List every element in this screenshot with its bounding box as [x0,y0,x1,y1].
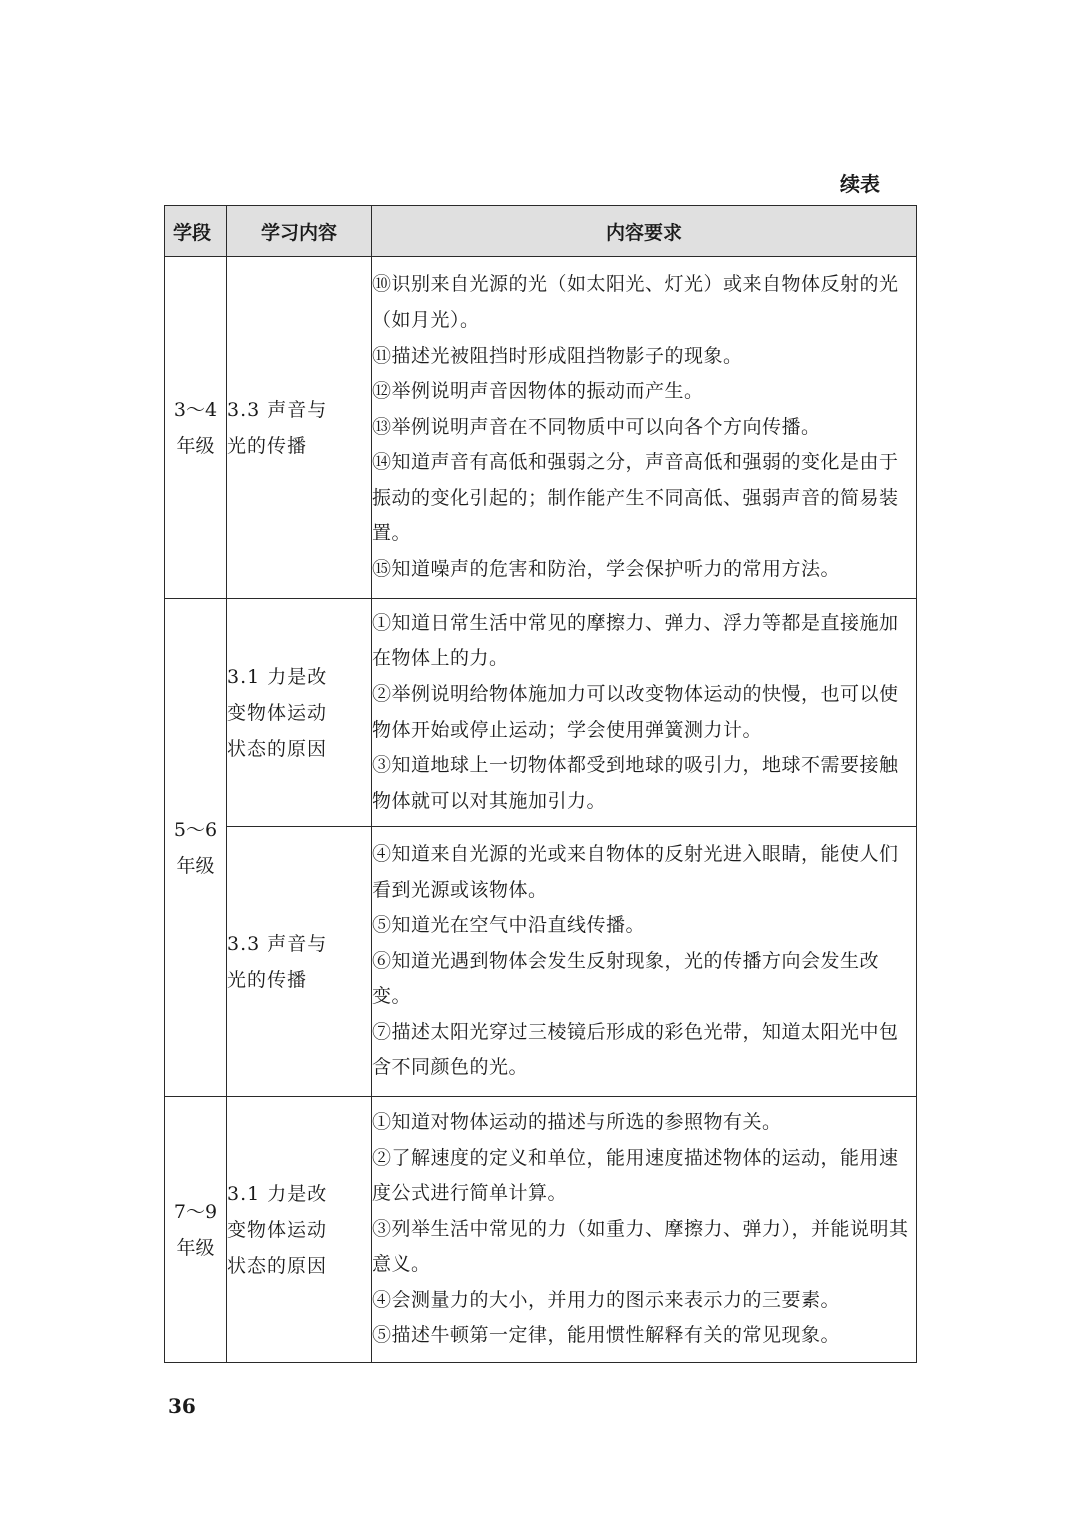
requirement-item: ③知道地球上一切物体都受到地球的吸引力，地球不需要接触物体就可以对其施加引力。 [372,754,899,812]
requirement-item: ⑥知道光遇到物体会发生反射现象，光的传播方向会发生改变。 [372,949,880,1008]
header-stage: 学段 [165,206,227,257]
requirement-item: ⑫举例说明声音因物体的振动而产生。 [372,380,704,403]
requirements-cell [372,1097,917,1363]
stage-label: 3～4 年级 [173,398,218,457]
content-cell [227,257,372,599]
requirement-item: ⑤知道光在空气中沿直线传播。 [372,914,646,937]
table-row [165,1097,917,1363]
content-label: 3.1 力是改 变物体运动 状态的原因 [227,1182,328,1277]
requirement-item: ⑦描述太阳光穿过三棱镜后形成的彩色光带，知道太阳光中包含不同颜色的光。 [372,1020,899,1079]
stage-cell [165,257,227,599]
table-row [165,827,917,1097]
table-row [165,257,917,599]
requirement-item: ④知道来自光源的光或来自物体的反射光进入眼睛，能使人们看到光源或该物体。 [372,842,899,901]
content-label: 3.3 声音与 光的传播 [227,932,328,991]
content-cell [227,1097,372,1363]
requirement-item: ④会测量力的大小，并用力的图示来表示力的三要素。 [372,1288,841,1311]
stage-label: 5～6 年级 [173,818,218,877]
stage-label: 7～9 年级 [173,1200,218,1259]
table-continued-label: 续表 [840,172,880,196]
header-requirements: 内容要求 [372,206,917,257]
requirement-item: ①知道对物体运动的描述与所选的参照物有关。 [372,1110,782,1133]
requirement-item: ⑩识别来自光源的光（如太阳光、灯光）或来自物体反射的光（如月光）。 [372,273,899,331]
requirement-item: ②了解速度的定义和单位，能用速度描述物体的运动，能用速度公式进行简单计算。 [372,1146,899,1205]
requirement-item: ⑬举例说明声音在不同物质中可以向各个方向传播。 [372,415,821,438]
curriculum-table [164,205,917,1363]
requirements-cell [372,257,917,599]
table-header-row [165,206,917,257]
header-content: 学习内容 [227,206,372,257]
requirement-item: ③列举生活中常见的力（如重力、摩擦力、弹力），并能说明其意义。 [372,1217,909,1276]
content-label: 3.3 声音与 光的传播 [227,398,328,457]
requirement-item: ⑪描述光被阻挡时形成阻挡物影子的现象。 [372,344,743,367]
page-number: 36 [168,1394,196,1418]
content-cell [227,827,372,1097]
requirements-cell [372,599,917,827]
requirement-item: ①知道日常生活中常见的摩擦力、弹力、浮力等都是直接施加在物体上的力。 [372,611,899,670]
requirement-item: ⑮知道噪声的危害和防治，学会保护听力的常用方法。 [372,558,841,581]
stage-cell [165,1097,227,1363]
content-cell [227,599,372,827]
requirement-item: ⑭知道声音有高低和强弱之分，声音高低和强弱的变化是由于振动的变化引起的；制作能产生不同高低、强弱声音的简易装置。 [372,451,899,545]
requirement-item: ②举例说明给物体施加力可以改变物体运动的快慢，也可以使物体开始或停止运动；学会使用弹簧测力计。 [372,682,899,741]
table-row [165,599,917,827]
stage-cell [165,599,227,1097]
content-label: 3.1 力是改 变物体运动 状态的原因 [227,665,328,760]
requirements-cell [372,827,917,1097]
requirement-item: ⑤描述牛顿第一定律，能用惯性解释有关的常见现象。 [372,1324,841,1347]
